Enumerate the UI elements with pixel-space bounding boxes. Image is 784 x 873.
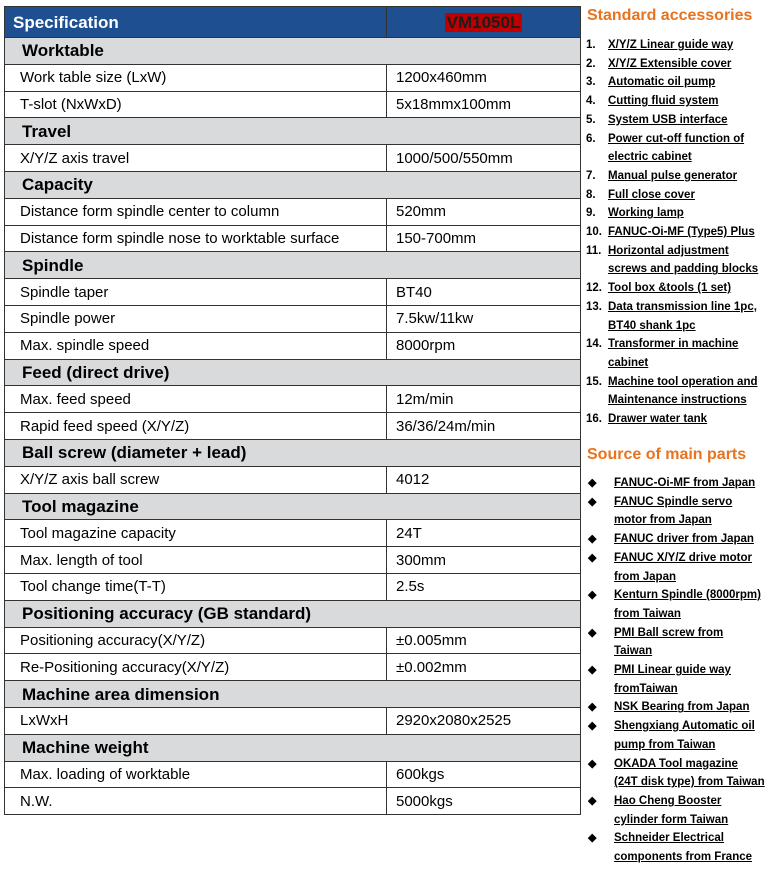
spec-row	[5, 788, 581, 815]
model-cell	[387, 7, 581, 38]
accessory-item	[586, 186, 782, 205]
diamond-bullet-icon: ◆	[588, 720, 597, 733]
spec-row	[5, 145, 581, 172]
section-row	[5, 681, 581, 708]
spec-label: Max. spindle speed	[5, 332, 387, 359]
accessory-text: Automatic oil pump	[608, 76, 716, 89]
accessory-item	[586, 298, 782, 335]
part-text: Kenturn Spindle (8000rpm) from Taiwan	[614, 589, 761, 620]
spec-value: ±0.005mm	[387, 627, 581, 654]
accessory-number: 11.	[586, 244, 602, 257]
accessory-number: 13.	[586, 300, 602, 313]
spec-row	[5, 279, 581, 306]
parts-title: Source of main parts	[587, 446, 747, 463]
spec-value: 2920x2080x2525	[387, 707, 581, 734]
accessory-text: Horizontal adjustment screws and padding blocks	[608, 244, 759, 276]
part-item	[588, 755, 782, 792]
spec-value: 1200x460mm	[387, 64, 581, 91]
section-title: Machine weight	[5, 734, 581, 761]
section-title: Capacity	[5, 171, 581, 198]
part-item	[588, 530, 782, 549]
spec-label: Distance form spindle center to column	[5, 198, 387, 225]
part-text: Schneider Electrical components from France	[614, 832, 753, 864]
section-row	[5, 359, 581, 386]
spec-value: 300mm	[387, 547, 581, 574]
accessory-number: 2.	[586, 57, 596, 70]
spec-value: ±0.002mm	[387, 654, 581, 681]
section-row	[5, 252, 581, 279]
accessory-number: 16.	[586, 413, 602, 426]
part-item	[588, 474, 782, 493]
accessory-text: Drawer water tank	[608, 413, 708, 426]
accessory-number: 9.	[586, 207, 596, 220]
accessories-list	[586, 36, 782, 429]
accessory-text: FANUC-Oi-MF (Type5) Plus	[608, 226, 755, 239]
accessory-text: Power cut-off function of electric cabinet	[608, 132, 745, 164]
accessory-number: 8.	[586, 188, 596, 201]
section-title: Positioning accuracy (GB standard)	[5, 600, 581, 627]
section-row	[5, 734, 581, 761]
spec-label: Spindle power	[5, 305, 387, 332]
accessory-item	[586, 167, 782, 186]
spec-value: BT40	[387, 279, 581, 306]
spec-label: Max. length of tool	[5, 547, 387, 574]
part-text: OKADA Tool magazine (24T disk type) from Taiwan	[614, 757, 765, 789]
accessory-text: System USB interface	[608, 113, 728, 126]
spec-label: Spindle taper	[5, 279, 387, 306]
accessory-item	[586, 410, 782, 429]
accessory-item	[586, 130, 782, 167]
parts-list	[588, 474, 782, 867]
spec-label: X/Y/Z axis travel	[5, 145, 387, 172]
section-row	[5, 38, 581, 65]
accessory-item	[586, 111, 782, 130]
accessory-text: Manual pulse generator	[608, 169, 738, 182]
accessory-number: 1.	[586, 39, 596, 51]
spec-label: LxWxH	[5, 707, 387, 734]
part-item	[588, 549, 782, 586]
spec-value: 36/36/24m/min	[387, 413, 581, 440]
part-text: FANUC Spindle servo motor from Japan	[614, 495, 733, 527]
spec-row	[5, 707, 581, 734]
accessory-item	[586, 373, 782, 410]
spec-label: Work table size (LxW)	[5, 64, 387, 91]
spec-label: Max. loading of worktable	[5, 761, 387, 788]
accessory-item	[586, 73, 782, 92]
spec-value: 7.5kw/11kw	[387, 305, 581, 332]
diamond-bullet-icon: ◆	[588, 495, 597, 508]
spec-row	[5, 520, 581, 547]
model-name: VM1050L	[446, 12, 521, 32]
section-row	[5, 118, 581, 145]
spec-header-row	[5, 7, 581, 38]
diamond-bullet-icon: ◆	[588, 533, 597, 546]
section-row	[5, 171, 581, 198]
part-item	[588, 586, 782, 623]
accessory-number: 14.	[586, 338, 602, 351]
spec-label: Tool change time(T-T)	[5, 573, 387, 600]
accessory-number: 10.	[586, 226, 602, 239]
accessory-item	[586, 204, 782, 223]
spec-row	[5, 547, 581, 574]
part-item	[588, 624, 782, 661]
section-title: Spindle	[5, 252, 581, 279]
spec-label: Re-Positioning accuracy(X/Y/Z)	[5, 654, 387, 681]
section-title: Worktable	[5, 38, 581, 65]
spec-label: X/Y/Z axis ball screw	[5, 466, 387, 493]
spec-row	[5, 225, 581, 252]
accessory-item	[586, 55, 782, 74]
diamond-bullet-icon: ◆	[588, 664, 597, 677]
spec-value: 2.5s	[387, 573, 581, 600]
spec-value: 5x18mmx100mm	[387, 91, 581, 118]
part-text: PMI Ball screw from Taiwan	[614, 626, 724, 658]
part-text: Shengxiang Automatic oil pump from Taiwan	[614, 720, 755, 751]
spec-row	[5, 466, 581, 493]
accessory-text: Data transmission line 1pc, BT40 shank 1pc	[608, 300, 757, 332]
diamond-bullet-icon: ◆	[588, 794, 597, 807]
diamond-bullet-icon: ◆	[588, 477, 597, 489]
accessory-text: Machine tool operation and Maintenance instructions	[608, 375, 758, 407]
spec-value: 150-700mm	[387, 225, 581, 252]
spec-label: N.W.	[5, 788, 387, 815]
accessory-text: Working lamp	[608, 207, 684, 220]
spec-header-label: Specification	[5, 7, 387, 38]
part-item	[588, 792, 782, 829]
spec-label: Distance form spindle nose to worktable surface	[5, 225, 387, 252]
diamond-bullet-icon: ◆	[588, 757, 597, 770]
accessory-item	[586, 242, 782, 279]
diamond-bullet-icon: ◆	[588, 832, 597, 845]
diamond-bullet-icon: ◆	[588, 589, 597, 602]
spec-value: 8000rpm	[387, 332, 581, 359]
spec-row	[5, 91, 581, 118]
spec-row	[5, 573, 581, 600]
accessory-number: 7.	[586, 169, 596, 182]
spec-row	[5, 654, 581, 681]
spec-value: 12m/min	[387, 386, 581, 413]
part-item	[588, 717, 782, 754]
part-item	[588, 661, 782, 698]
spec-table	[4, 6, 581, 815]
section-row	[5, 439, 581, 466]
part-text: NSK Bearing from Japan	[614, 701, 750, 714]
accessory-item	[586, 92, 782, 111]
accessory-number: 6.	[586, 132, 596, 145]
accessory-text: X/Y/Z Linear guide way	[608, 39, 734, 51]
accessory-number: 15.	[586, 375, 602, 388]
spec-value: 520mm	[387, 198, 581, 225]
accessory-item	[586, 279, 782, 298]
spec-row	[5, 413, 581, 440]
section-title: Feed (direct drive)	[5, 359, 581, 386]
spec-row	[5, 627, 581, 654]
section-title: Travel	[5, 118, 581, 145]
accessory-item	[586, 335, 782, 372]
section-row	[5, 600, 581, 627]
accessory-text: Tool box &tools (1 set)	[608, 282, 732, 295]
spec-value: 600kgs	[387, 761, 581, 788]
accessory-number: 5.	[586, 113, 596, 126]
spec-row	[5, 332, 581, 359]
spec-value: 24T	[387, 520, 581, 547]
spec-row	[5, 64, 581, 91]
spec-value: 1000/500/550mm	[387, 145, 581, 172]
accessory-text: X/Y/Z Extensible cover	[608, 57, 732, 70]
accessory-number: 12.	[586, 282, 602, 295]
diamond-bullet-icon: ◆	[588, 626, 597, 639]
spec-row	[5, 386, 581, 413]
spec-value: 5000kgs	[387, 788, 581, 815]
accessory-number: 3.	[586, 76, 596, 89]
part-text: FANUC driver from Japan	[614, 533, 754, 546]
part-text: FANUC-Oi-MF from Japan	[614, 477, 756, 489]
accessory-text: Full close cover	[608, 188, 695, 201]
section-title: Ball screw (diameter + lead)	[5, 439, 581, 466]
accessory-number: 4.	[586, 95, 596, 108]
section-row	[5, 493, 581, 520]
accessory-item	[586, 36, 782, 55]
spec-row	[5, 198, 581, 225]
section-title: Machine area dimension	[5, 681, 581, 708]
spec-value: 4012	[387, 466, 581, 493]
part-text: FANUC X/Y/Z drive motor from Japan	[614, 551, 753, 583]
diamond-bullet-icon: ◆	[588, 701, 597, 714]
spec-label: T-slot (NxWxD)	[5, 91, 387, 118]
accessory-item	[586, 223, 782, 242]
diamond-bullet-icon: ◆	[588, 551, 597, 564]
part-text: PMI Linear guide way fromTaiwan	[614, 664, 731, 695]
part-item	[588, 829, 782, 866]
spec-label: Positioning accuracy(X/Y/Z)	[5, 627, 387, 654]
part-text: Hao Cheng Booster cylinder form Taiwan	[614, 794, 729, 826]
part-item	[588, 493, 782, 530]
accessory-text: Cutting fluid system	[608, 95, 719, 108]
spec-row	[5, 761, 581, 788]
spec-label: Tool magazine capacity	[5, 520, 387, 547]
spec-row	[5, 305, 581, 332]
accessory-text: Transformer in machine cabinet	[608, 338, 739, 369]
spec-label: Rapid feed speed (X/Y/Z)	[5, 413, 387, 440]
accessories-title: Standard accessories	[587, 7, 753, 24]
spec-label: Max. feed speed	[5, 386, 387, 413]
part-item	[588, 698, 782, 717]
section-title: Tool magazine	[5, 493, 581, 520]
